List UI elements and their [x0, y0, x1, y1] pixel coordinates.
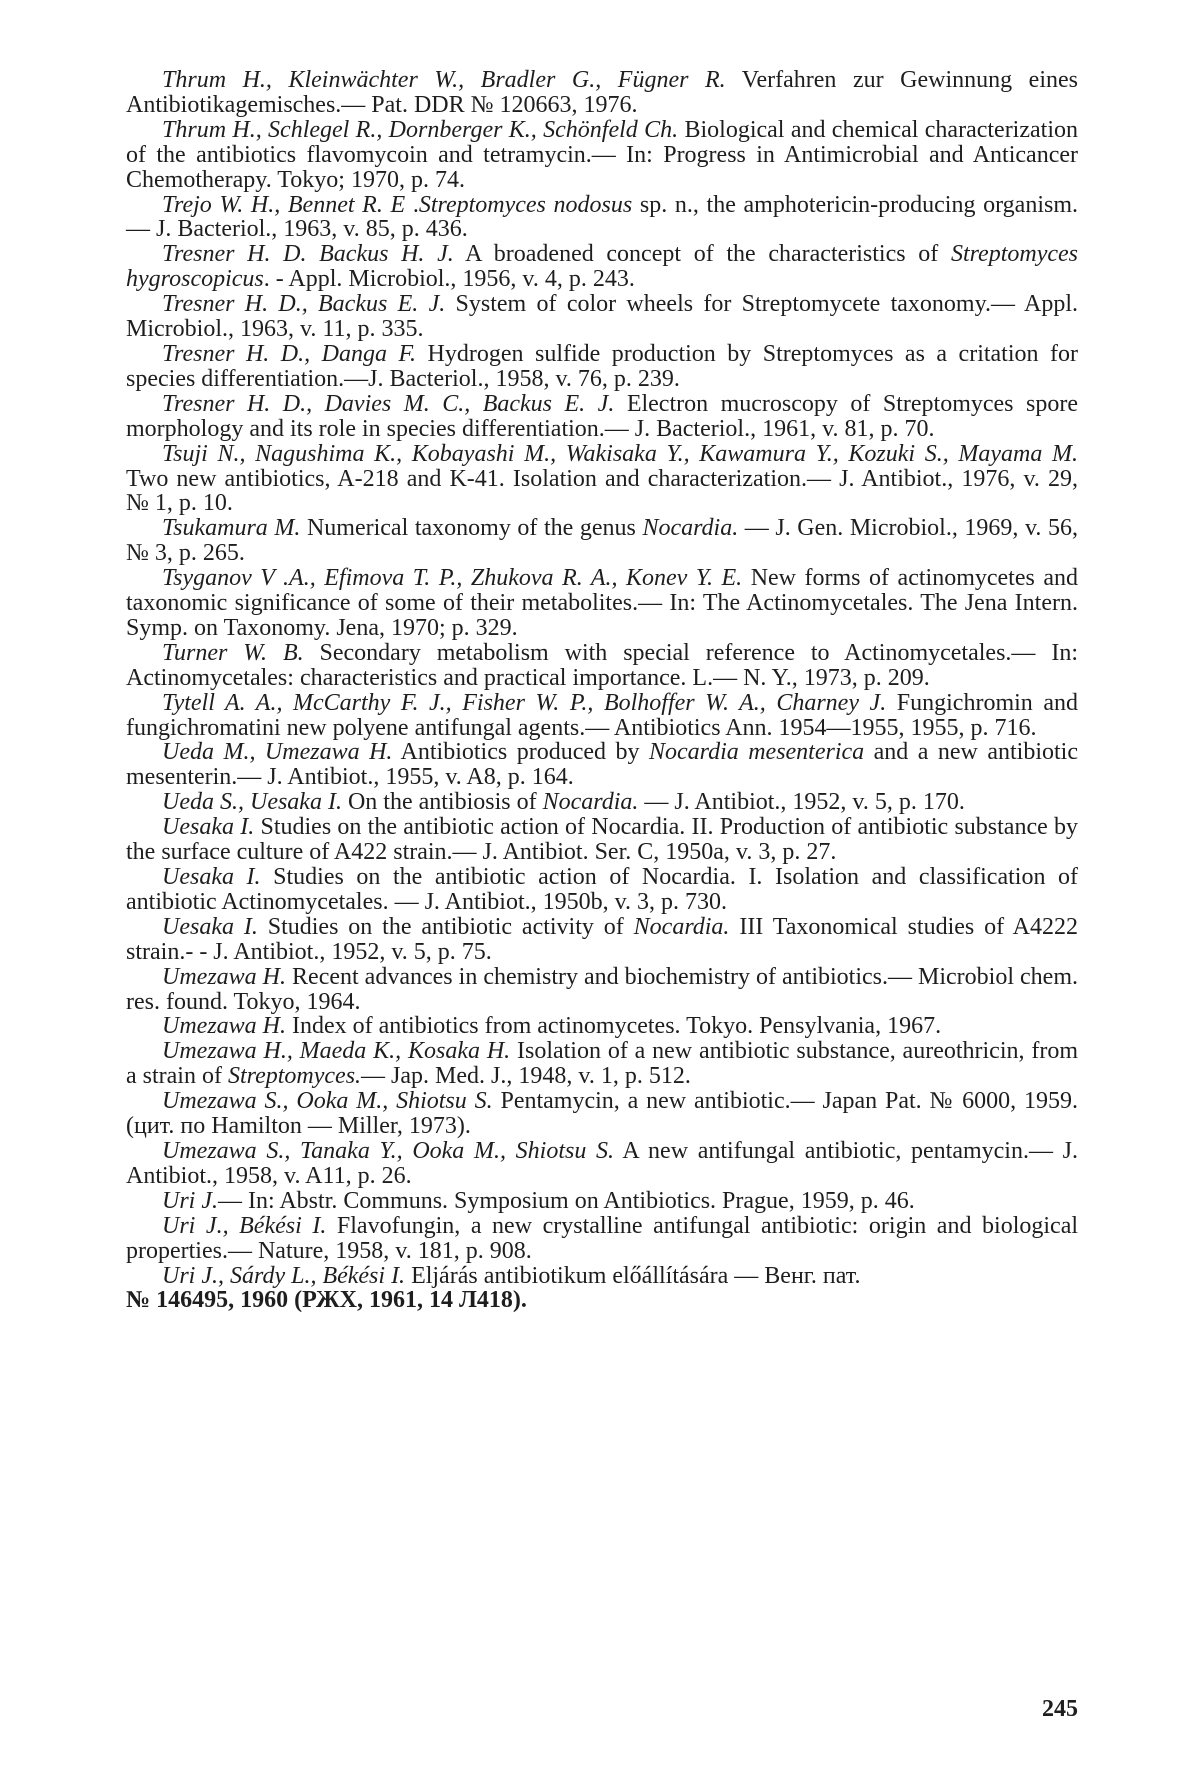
reference-authors: Thrum H., Kleinwächter W., Bradler G., Fügner R. — [162, 67, 726, 93]
reference-entry — [126, 68, 1078, 118]
reference-authors: Uri J., Békési I. — [162, 1212, 327, 1239]
reference-text-continued: . - Appl. Microbiol., 1956, v. 4, p. 243. — [263, 266, 635, 293]
reference-text: Biological and chemical characterization of the antibiotics flavomycoin and tetramycin.— In: Progress in Antimicrobial and Anticancer Chemotherapy. Tokyo; 1970, p. 74. — [126, 116, 1078, 193]
reference-text: A broadened concept of the characteristics of — [453, 241, 951, 268]
reference-text: Numerical taxonomy of the genus — [300, 515, 643, 542]
reference-entry — [126, 292, 1078, 342]
reference-text: Studies on the antibiotic action of Nocardia. I. Isolation and classification of antibiotic Actinomycetales. — J. Antibiot., 1950b, v. 3, p. 730. — [126, 864, 1079, 915]
reference-italic-term: Nocardia. — [633, 913, 730, 940]
reference-authors: Turner W. B. — [162, 639, 304, 666]
reference-entry — [126, 1089, 1078, 1139]
reference-text: Antibiotics produced by — [392, 739, 649, 766]
reference-entry — [126, 965, 1078, 1015]
reference-text: — In: Abstr. Communs. Symposium on Antibiotics. Prague, 1959, p. 46. — [218, 1187, 915, 1214]
reference-text: Studies on the antibiotic action of Nocardia. II. Production of antibiotic substance by the surface culture of A422 strain.— J. Antibiot. Ser. C, 1950a, v. 3, p. 27. — [126, 814, 1079, 866]
reference-authors: Trejo W. H., Bennet R. E — [162, 191, 406, 218]
reference-text: . — [405, 191, 419, 218]
reference-authors: Tresner H. D., Backus E. J. — [162, 291, 446, 318]
reference-text: Verfahren zur Gewinnung eines Antibiotikagemisches.— Pat. DDR № 120663, 1976. — [126, 67, 1078, 118]
reference-text-continued: — J. Gen. Microbiol., 1969, v. 56, № 3, p. 265. — [126, 515, 1079, 567]
reference-text-continued: — Jap. Med. J., 1948, v. 1, p. 512. — [361, 1063, 691, 1090]
reference-entry — [126, 915, 1078, 965]
reference-authors: Ueda S., Uesaka I. — [162, 789, 342, 816]
reference-text: Secondary metabolism with special reference to Actinomycetales.— In: Actinomycetales: characteristics and practical importance. L.— N. Y., 1973, p. 209. — [126, 639, 1078, 691]
reference-italic-term: Nocardia. — [642, 515, 739, 542]
reference-text: A new antifungal antibiotic, pentamycin.— J. Antibiot., 1958, v. A11, p. 26. — [126, 1137, 1078, 1189]
reference-text: Recent advances in chemistry and biochemistry of antibiotics.— Microbiol chem. res. found. Tokyo, 1964. — [126, 963, 1078, 1015]
reference-entry — [126, 641, 1078, 691]
reference-entry — [126, 740, 1078, 790]
reference-entry — [126, 1014, 1078, 1039]
reference-text: Hydrogen sulfide production by Streptomyces as a critation for species differentiation.—J. Bacteriol., 1958, v. 76, p. 239. — [126, 340, 1078, 392]
reference-authors: Tytell A. A., McCarthy F. J., Fisher W. P., Bolhoffer W. A., Charney J. — [162, 689, 887, 716]
reference-entry — [126, 815, 1078, 865]
reference-entry — [126, 865, 1078, 915]
reference-authors: Tsyganov V .A., Efimova T. P., Zhukova R. A., Konev Y. E. — [162, 565, 743, 592]
reference-entry — [126, 193, 1078, 243]
reference-authors: Umezawa H. — [162, 963, 287, 990]
reference-authors: Tresner H. D., Davies M. C., Backus E. J. — [162, 390, 615, 417]
reference-italic-term: Streptomyces nodosus — [418, 191, 633, 218]
reference-list — [126, 68, 1078, 1313]
reference-authors: Tsukamura M. — [162, 515, 301, 542]
reference-italic-term: Nocardia mesenterica — [648, 739, 865, 766]
reference-authors: Tresner H. D., Danga F. — [162, 340, 417, 367]
reference-authors: Uesaka I. — [162, 913, 258, 940]
reference-entry — [126, 790, 1078, 815]
reference-text: System of color wheels for Streptomycete taxonomy.— Appl. Microbiol., 1963, v. 11, p. 335. — [126, 291, 1078, 343]
reference-text-continued: sp. n., the amphotericin-producing organism. — J. Bacteriol., 1963, v. 85, p. 436. — [126, 191, 1078, 243]
page-number: 245 — [1042, 1696, 1078, 1722]
reference-entry — [126, 1189, 1078, 1214]
reference-text-continued: III Taxonomical studies of A4222 strain.- - J. Antibiot., 1952, v. 5, p. 75. — [126, 913, 1079, 965]
reference-entry — [126, 1039, 1078, 1089]
reference-text: Eljárás antibiotikum előállítására — Венг. пат. — [405, 1262, 861, 1289]
reference-entry — [126, 442, 1078, 517]
reference-entry — [126, 118, 1078, 193]
reference-text: Pentamycin, a new antibiotic.— Japan Pat. № 6000, 1959. (цит. по Hamilton — Miller, 1973). — [126, 1088, 1078, 1140]
reference-entry — [126, 1214, 1078, 1264]
reference-authors: Uri J., Sárdy L., Békési I. — [162, 1262, 406, 1289]
reference-text-continued: and a new antibiotic mesenterin.— J. Antibiot., 1955, v. A8, p. 164. — [126, 739, 1079, 791]
reference-authors: Umezawa S., Tanaka Y., Ooka M., Shiotsu S. — [162, 1137, 615, 1164]
reference-entry — [126, 392, 1078, 442]
reference-italic-term: Streptomyces hygroscopicus — [126, 241, 1079, 293]
reference-entry — [126, 516, 1078, 566]
reference-text-continued: — J. Antibiot., 1952, v. 5, p. 170. — [638, 789, 965, 816]
reference-entry — [126, 691, 1078, 741]
reference-text: Electron mucroscopy of Streptomyces spore morphology and its role in species differentiation.— J. Bacteriol., 1961, v. 81, p. 70. — [126, 390, 1079, 442]
reference-authors: Uesaka I. — [162, 814, 255, 841]
reference-text: Index of antibiotics from actinomycetes. Tokyo. Pensylvania, 1967. — [286, 1013, 942, 1040]
reference-italic-term: Streptomyces. — [227, 1063, 362, 1090]
reference-text: Isolation of a new antibiotic substance, aureothricin, from a strain of — [126, 1038, 1078, 1090]
reference-text: Fungichromin and fungichromatini new polyene antifungal agents.— Antibiotics Ann. 1954—1955, 1955, p. 716. — [126, 689, 1078, 741]
reference-italic-term: Nocardia. — [542, 789, 639, 816]
reference-authors: Thrum H., Schlegel R., Dornberger K., Schönfeld Ch. — [162, 116, 679, 143]
reference-continuation-line: № 146495, 1960 (РЖХ, 1961, 14 Л418). — [126, 1287, 527, 1314]
reference-authors: Umezawa S., Ooka M., Shiotsu S. — [162, 1088, 493, 1115]
reference-authors: Uri J. — [162, 1187, 218, 1214]
reference-text: Flavofungin, a new crystalline antifungal antibiotic: origin and biological properties.— Nature, 1958, v. 181, p. 908. — [126, 1212, 1079, 1264]
reference-authors: Tresner H. D. Backus H. J. — [162, 241, 454, 268]
reference-text: On the antibiosis of — [341, 789, 543, 816]
reference-entry — [126, 242, 1078, 292]
reference-text: Studies on the antibiotic activity of — [257, 913, 634, 940]
reference-entry — [126, 1139, 1078, 1189]
reference-authors: Tsuji N., Nagushima K., Kobayashi M., Wakisaka Y., Kawamura Y., Kozuki S., Mayama M. — [162, 440, 1078, 467]
reference-entry — [126, 342, 1078, 392]
reference-text: Two new antibiotics, A-218 and K-41. Isolation and characterization.— J. Antibiot., 1976, v. 29, № 1, p. 10. — [126, 465, 1078, 517]
reference-text: New forms of actinomycetes and taxonomic significance of some of their metabolites.— In: The Actinomycetales. The Jena Intern. Symp. on Taxonomy. Jena, 1970; p. 329. — [126, 565, 1078, 641]
reference-entry — [126, 1264, 1078, 1289]
reference-authors: Umezawa H. — [162, 1013, 286, 1040]
reference-authors: Ueda M., Umezawa H. — [162, 739, 393, 766]
reference-authors: Umezawa H., Maeda K., Kosaka H. — [162, 1038, 511, 1065]
reference-entry — [126, 566, 1078, 641]
reference-authors: Uesaka I. — [162, 864, 261, 890]
